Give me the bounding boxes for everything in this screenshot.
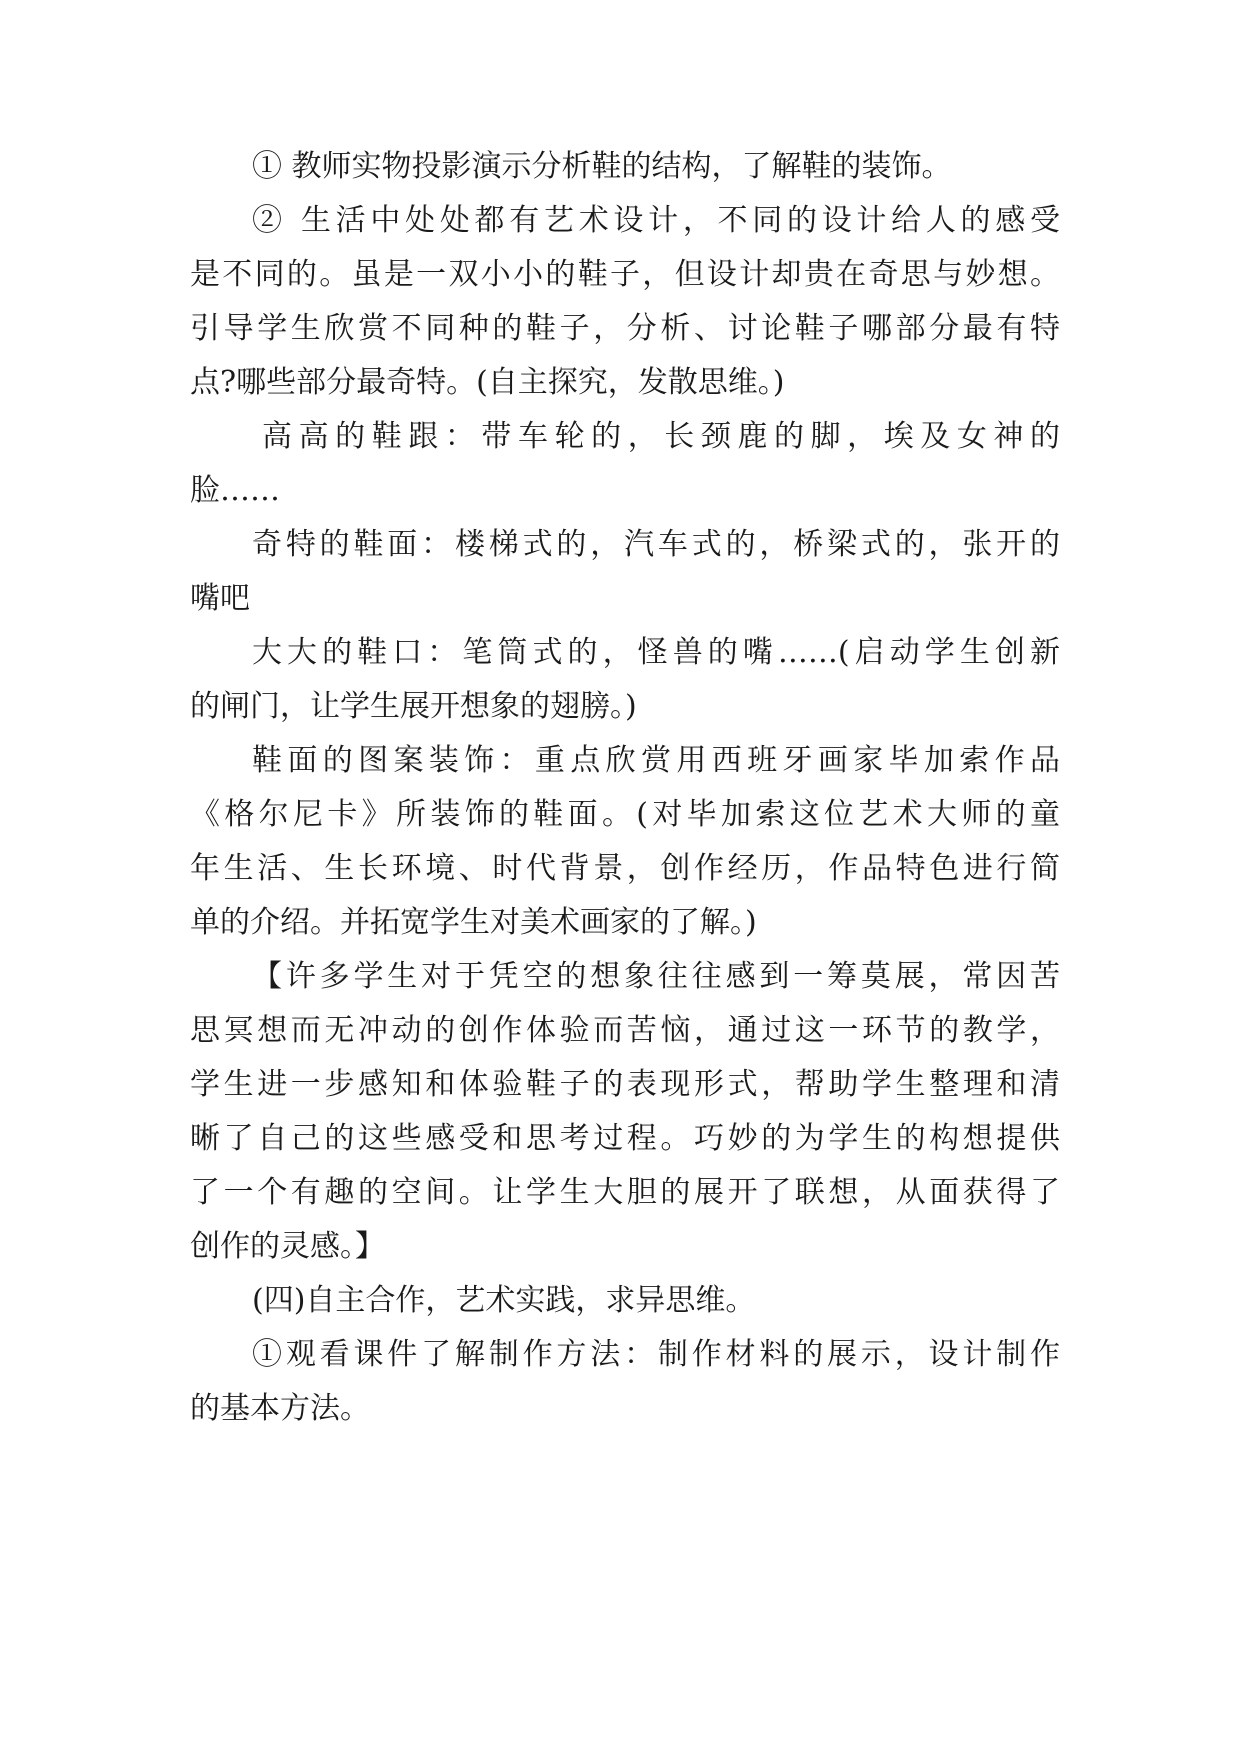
paragraph-7-line-4: 晰了自己的这些感受和思考过程。巧妙的为学生的构想提供 [190, 1121, 1060, 1156]
paragraph-9-line-2: 的基本方法。 [190, 1391, 370, 1426]
paragraph-4-line-2: 嘴吧 [190, 581, 250, 616]
paragraph-5-line-2: 的闸门，让学生展开想象的翅膀。) [190, 689, 637, 724]
paragraph-9-line-1: ①观看课件了解制作方法：制作材料的展示，设计制作 [252, 1337, 1060, 1372]
paragraph-6-line-4: 单的介绍。并拓宽学生对美术画家的了解。) [190, 905, 757, 940]
paragraph-7-line-2: 思冥想而无冲动的创作体验而苦恼，通过这一环节的教学， [190, 1013, 1060, 1048]
paragraph-2-line-1: ② 生活中处处都有艺术设计，不同的设计给人的感受 [252, 203, 1060, 238]
paragraph-6-line-1: 鞋面的图案装饰：重点欣赏用西班牙画家毕加索作品 [252, 743, 1060, 778]
paragraph-4-line-1: 奇特的鞋面：楼梯式的，汽车式的，桥梁式的，张开的 [252, 527, 1060, 562]
paragraph-6-line-3: 年生活、生长环境、时代背景，创作经历，作品特色进行简 [190, 851, 1060, 886]
paragraph-8-line-1: (四)自主合作，艺术实践，求异思维。 [252, 1283, 756, 1318]
paragraph-3-line-1: 高高的鞋跟：带车轮的，长颈鹿的脚，埃及女神的 [262, 419, 1060, 454]
paragraph-3-line-2: 脸…… [190, 473, 280, 508]
paragraph-7-line-3: 学生进一步感知和体验鞋子的表现形式，帮助学生整理和清 [190, 1067, 1060, 1102]
paragraph-6-line-2: 《格尔尼卡》所装饰的鞋面。(对毕加索这位艺术大师的童 [190, 797, 1060, 832]
paragraph-2-line-3: 引导学生欣赏不同种的鞋子，分析、讨论鞋子哪部分最有特 [190, 311, 1060, 346]
paragraph-7-line-6: 创作的灵感。】 [190, 1229, 385, 1264]
paragraph-2-line-2: 是不同的。虽是一双小小的鞋子，但设计却贵在奇思与妙想。 [190, 257, 1060, 292]
paragraph-2-line-4: 点?哪些部分最奇特。(自主探究，发散思维。) [190, 365, 785, 400]
paragraph-5-line-1: 大大的鞋口：笔筒式的，怪兽的嘴……(启动学生创新 [252, 635, 1060, 670]
paragraph-7-line-5: 了一个有趣的空间。让学生大胆的展开了联想，从面获得了 [190, 1175, 1060, 1210]
paragraph-1-line-1: ① 教师实物投影演示分析鞋的结构，了解鞋的装饰。 [252, 149, 952, 184]
paragraph-7-line-1: 【许多学生对于凭空的想象往往感到一筹莫展，常因苦 [252, 959, 1060, 994]
